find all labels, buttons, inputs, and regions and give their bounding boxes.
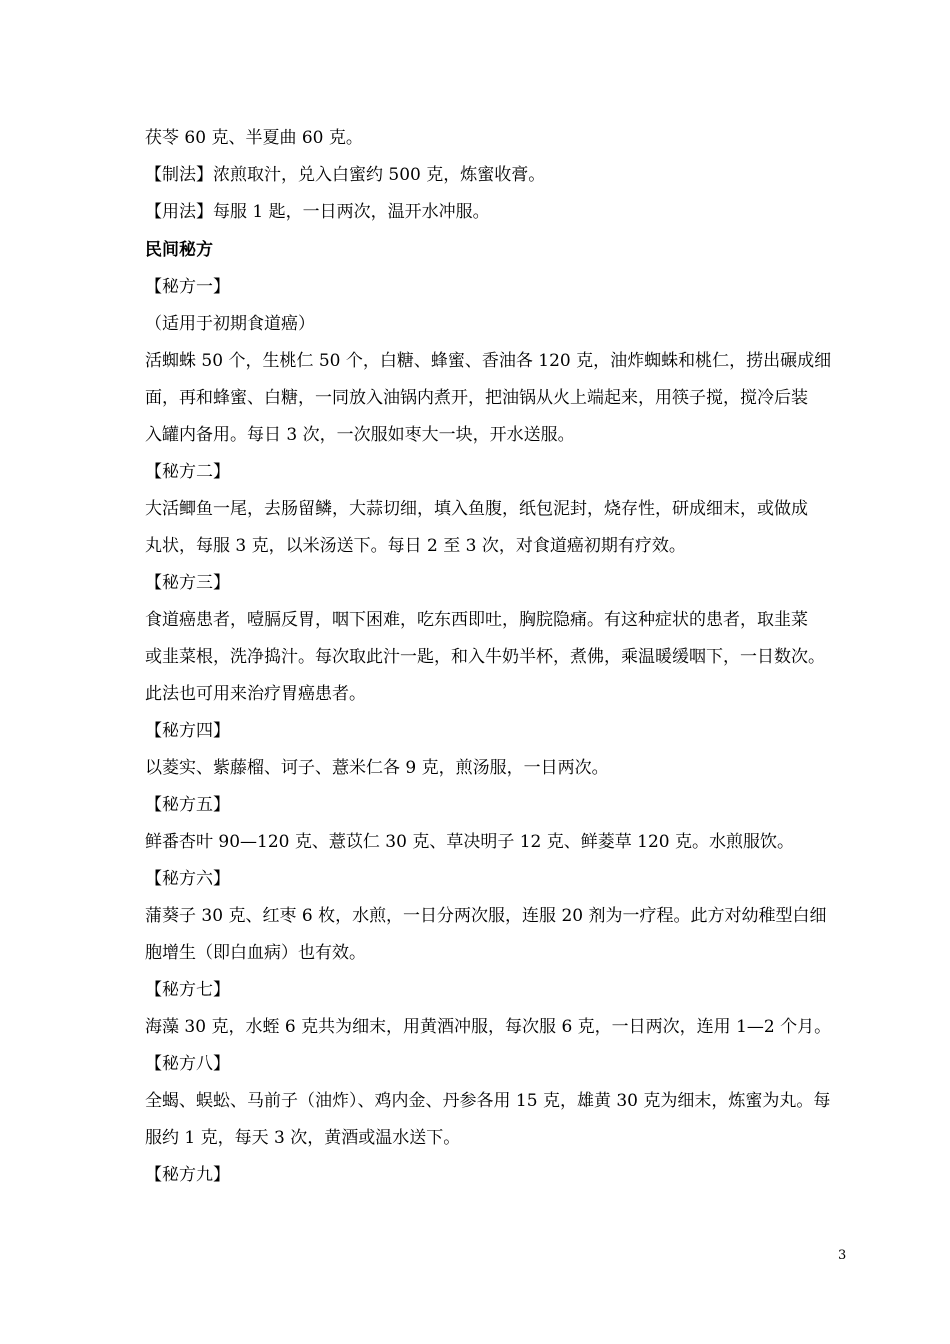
text-line: 活蜘蛛 50 个，生桃仁 50 个，白糖、蜂蜜、香油各 120 克，油炸蜘蛛和桃仁，捞出碾成细: [145, 351, 832, 371]
remedy-heading-4: 【秘方四】: [145, 721, 230, 741]
section-yongfa: 【用法】每服 1 匙，一日两次，温开水冲服。: [145, 202, 490, 222]
page-number: 3: [838, 1248, 847, 1263]
text-line: 食道癌患者，噎膈反胃，咽下困难，吃东西即吐，胸脘隐痛。有这种症状的患者，取韭菜: [145, 610, 808, 630]
text-line: 鲜番杏叶 90—120 克、薏苡仁 30 克、草决明子 12 克、鲜菱草 120 克。水煎服饮。: [145, 832, 795, 852]
text-line: 大活鲫鱼一尾，去肠留鳞，大蒜切细，填入鱼腹，纸包泥封，烧存性，研成细末，或做成: [145, 499, 808, 519]
remedy-heading-5: 【秘方五】: [145, 795, 230, 815]
text-line: 此法也可用来治疗胃癌患者。: [145, 684, 366, 704]
text-line: 蒲葵子 30 克、红枣 6 枚，水煎，一日分两次服，连服 20 剂为一疗程。此方对幼稚型白细: [145, 906, 827, 926]
text-line: 服约 1 克，每天 3 次，黄酒或温水送下。: [145, 1128, 461, 1148]
text-line: 入罐内备用。每日 3 次，一次服如枣大一块，开水送服。: [145, 425, 575, 445]
text-line: 或韭菜根，洗净捣汁。每次取此汁一匙，和入牛奶半杯，煮佛，乘温暖缓咽下，一日数次。: [145, 647, 825, 667]
remedy-heading-9: 【秘方九】: [145, 1165, 230, 1185]
section-zhifa: 【制法】浓煎取汁，兑入白蜜约 500 克，炼蜜收膏。: [145, 165, 546, 185]
text-line: 海藻 30 克，水蛭 6 克共为细末，用黄酒冲服，每次服 6 克，一日两次，连用 1—2 个月。: [145, 1017, 832, 1037]
remedy-note-1: （适用于初期食道癌）: [145, 314, 315, 334]
text-line: 以菱实、紫藤榴、诃子、薏米仁各 9 克，煎汤服，一日两次。: [145, 758, 609, 778]
remedy-heading-6: 【秘方六】: [145, 869, 230, 889]
remedy-heading-1: 【秘方一】: [145, 277, 230, 297]
text-line: 丸状，每服 3 克，以米汤送下。每日 2 至 3 次，对食道癌初期有疗效。: [145, 536, 686, 556]
remedy-heading-7: 【秘方七】: [145, 980, 230, 1000]
remedy-heading-2: 【秘方二】: [145, 462, 230, 482]
text-line: 面，再和蜂蜜、白糖，一同放入油锅内煮开，把油锅从火上端起来，用筷子搅，搅冷后装: [145, 388, 808, 408]
text-line: 胞增生（即白血病）也有效。: [145, 943, 366, 963]
text-line: 全蝎、蜈蚣、马前子（油炸）、鸡内金、丹参各用 15 克，雄黄 30 克为细末，炼蜜为丸。每: [145, 1091, 831, 1111]
heading-folk-remedies: 民间秘方: [145, 240, 213, 260]
remedy-heading-8: 【秘方八】: [145, 1054, 230, 1074]
remedy-heading-3: 【秘方三】: [145, 573, 230, 593]
text-line: 茯苓 60 克、半夏曲 60 克。: [145, 128, 363, 148]
